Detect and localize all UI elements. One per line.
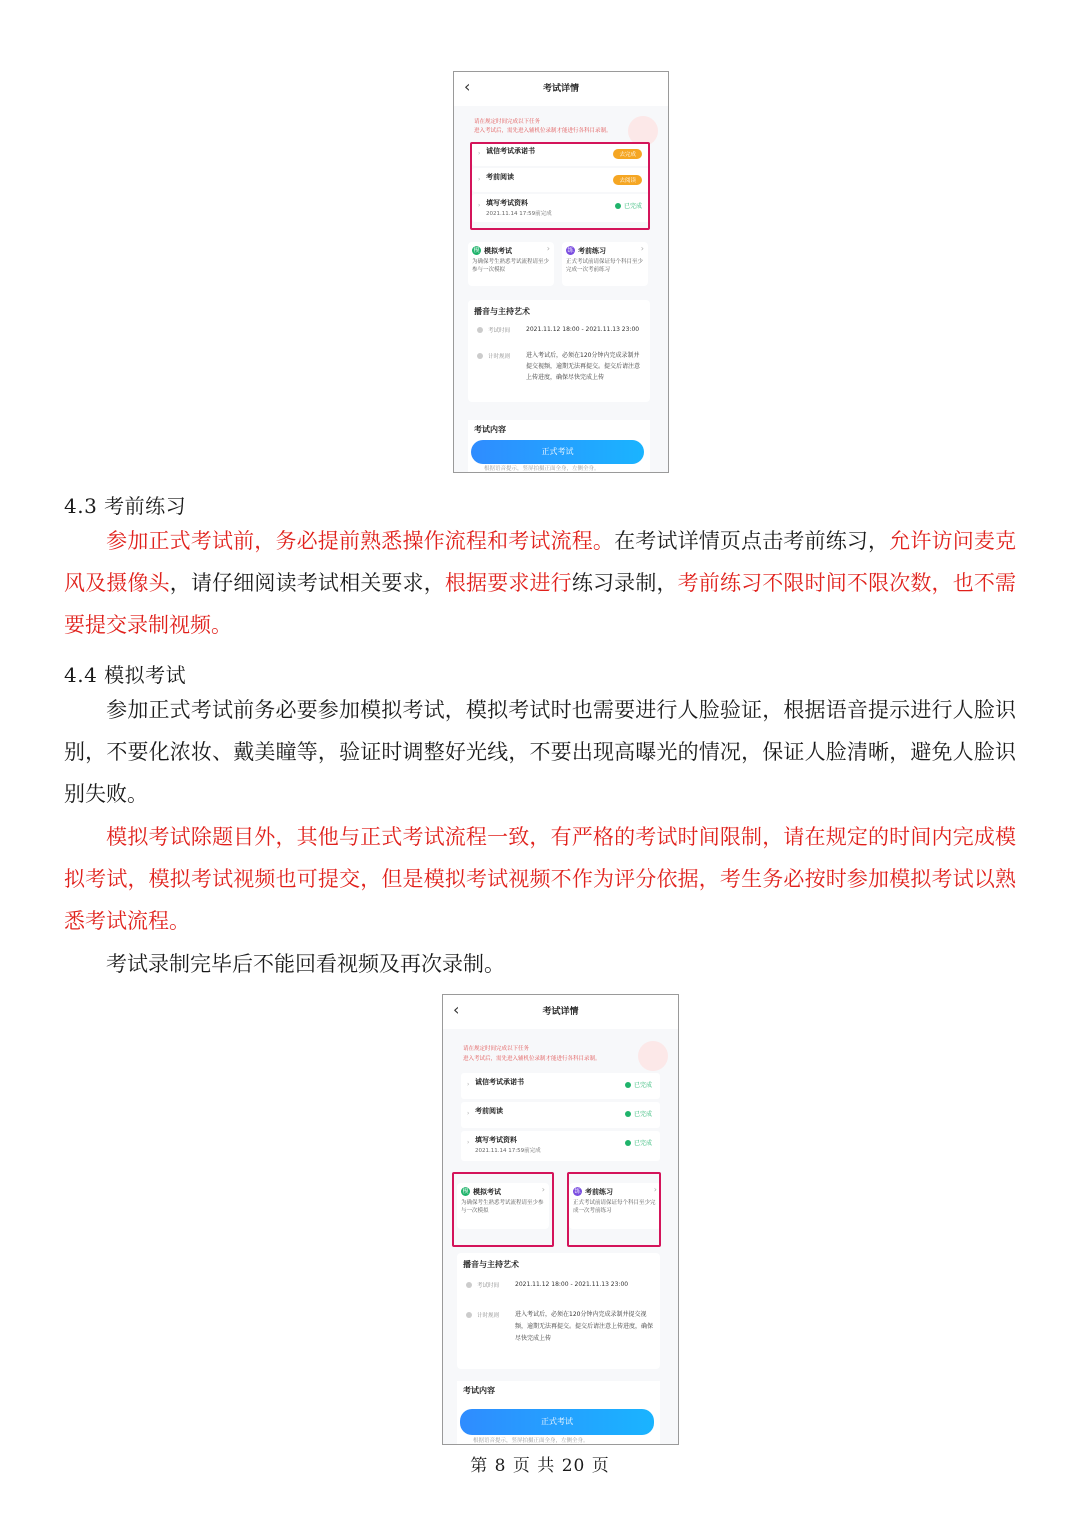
- paragraph-4-4-3: [64, 943, 1016, 985]
- card-title: 模拟考试: [473, 1188, 501, 1196]
- text-red: 参加正式考试前，务必提前熟悉操作流程和考试流程。: [106, 529, 615, 553]
- status-badge: 已完成: [625, 1138, 652, 1147]
- exam-info-card: [468, 300, 650, 402]
- status-badge: 已完成: [615, 201, 642, 210]
- page-number: 第 8 页 共 20 页: [470, 1456, 610, 1476]
- phone-screenshot-1: [453, 71, 669, 473]
- phone-header: [443, 995, 678, 1029]
- phone-title: 考试详情: [542, 84, 579, 94]
- phone-title: 考试详情: [542, 1007, 579, 1017]
- text: ，请仔细阅读考试相关要求，: [169, 571, 445, 595]
- card-desc: 为确保考生熟悉考试流程请至少参与一次模拟: [472, 259, 550, 273]
- back-chevron-icon[interactable]: ‹: [453, 1000, 460, 1019]
- status-badge: 已完成: [625, 1109, 652, 1118]
- card-desc: 正式考试前请保证每个科目至少完成一次考前练习: [573, 1200, 656, 1214]
- rule-value: 进入考试后，必须在120分钟内完成录制并提交视频，逾期无法再提交。提交后请注意上传进度，确保尽快完成上传: [526, 352, 641, 381]
- rule-value: 进入考试后，必须在120分钟内完成录制并提交视频，逾期无法再提交。提交后请注意上传进度，确保尽快完成上传: [515, 1311, 654, 1342]
- card-practice[interactable]: [562, 242, 648, 286]
- task-name: 填写考试资料: [486, 199, 528, 207]
- practice-icon: 练: [574, 1188, 581, 1195]
- time-value: 2021.11.12 18:00 - 2021.11.13 23:00: [526, 326, 640, 333]
- status-badge[interactable]: 去阅读: [613, 175, 642, 185]
- subject-title: 播音与主持艺术: [463, 1260, 519, 1269]
- task-name: 填写考试资料: [475, 1136, 517, 1144]
- bottom-note: 根据语音提示，竖屏拍摄正面全身，左侧全身。: [484, 466, 600, 472]
- text: 考试录制完毕后不能回看视频及再次录制。: [106, 952, 505, 976]
- bottom-note: 根据语音提示，竖屏拍摄正面全身，左侧全身。: [473, 1438, 589, 1444]
- phone-header: [454, 72, 668, 106]
- mock-exam-icon: 模: [462, 1188, 469, 1195]
- highlight-box-tasks: [470, 142, 650, 230]
- task-reading[interactable]: [461, 1102, 660, 1128]
- task-deadline: 2021.11.14 17:59前完成: [475, 1148, 541, 1154]
- paragraph-4-4-2: [64, 816, 1016, 942]
- start-exam-button[interactable]: 正式考试: [460, 1409, 654, 1435]
- text-red: 考前练习不限时间不限次数，也不需要提交录制视频。: [64, 571, 1017, 637]
- chevron-right-icon: ›: [653, 1185, 657, 1194]
- rule-label: 计时规则: [477, 1313, 500, 1319]
- heading-4-4: 4.4 模拟考试: [64, 663, 187, 687]
- card-mock-exam[interactable]: [468, 242, 554, 286]
- task-pledge[interactable]: [461, 1073, 660, 1099]
- highlight-box-practice: [567, 1172, 661, 1247]
- time-value: 2021.11.12 18:00 - 2021.11.13 23:00: [515, 1281, 629, 1288]
- phone-screenshot-2: [442, 994, 679, 1445]
- task-info[interactable]: [461, 1131, 660, 1161]
- text: 参加正式考试前务必要参加模拟考试，模拟考试时也需要进行人脸验证，根据语音提示进行人脸识别，不要化浓妆、戴美瞳等，验证时调整好光线，不要出现高曝光的情况，保证人脸清晰，避免人脸识别失败。: [64, 698, 1016, 806]
- decorative-blob: [638, 1041, 668, 1071]
- task-name: 考前阅读: [475, 1107, 503, 1115]
- card-desc: 正式考试前请保证每个科目至少完成一次考前练习: [566, 259, 644, 273]
- bullet-icon: ›: [478, 202, 481, 209]
- bullet-icon: ›: [467, 1110, 470, 1117]
- content-title: 考试内容: [474, 425, 506, 434]
- bullet-icon: ›: [467, 1081, 470, 1088]
- text: 在考试详情页点击考前练习，: [614, 529, 890, 553]
- bullet-icon: ›: [478, 176, 481, 183]
- chevron-right-icon: ›: [640, 244, 644, 253]
- tip-line-1: 请在规定时间完成以下任务: [463, 1046, 530, 1052]
- exam-info-card: [457, 1253, 660, 1369]
- card-desc: 为确保考生熟悉考试流程请至少参与一次模拟: [461, 1200, 544, 1214]
- mock-exam-icon: 模: [473, 247, 480, 254]
- card-title: 模拟考试: [484, 247, 512, 255]
- text-red: 根据要求进行: [444, 571, 572, 595]
- status-badge: 已完成: [625, 1080, 652, 1089]
- tip-line-2: 进入考试后，需先进入辅机位录制才能进行各科目录制。: [463, 1056, 601, 1062]
- content-title: 考试内容: [463, 1386, 495, 1395]
- card-title: 考前练习: [585, 1188, 613, 1196]
- task-name: 考前阅读: [486, 173, 514, 181]
- card-title: 考前练习: [578, 247, 606, 255]
- highlight-box-mock: [452, 1172, 554, 1247]
- task-name: 诚信考试承诺书: [486, 147, 535, 155]
- text-red: 模拟考试除题目外，其他与正式考试流程一致，有严格的考试时间限制，请在规定的时间内完成模拟考试，模拟考试视频也可提交，但是模拟考试视频不作为评分依据，考生务必按时参加模拟考试以熟悉考试流程。: [64, 825, 1016, 933]
- start-exam-button[interactable]: 正式考试: [471, 440, 644, 464]
- subject-title: 播音与主持艺术: [474, 307, 530, 316]
- practice-icon: 练: [567, 247, 574, 254]
- paragraph-4-4-1: [64, 689, 1016, 815]
- back-chevron-icon[interactable]: ‹: [464, 77, 471, 96]
- bullet-icon: ›: [467, 1139, 470, 1146]
- bullet-icon: ›: [478, 150, 481, 157]
- heading-4-3: 4.3 考前练习: [64, 494, 187, 518]
- tip-line-1: 请在规定时间完成以下任务: [474, 119, 541, 125]
- rule-label: 计时规则: [488, 354, 511, 360]
- tip-line-2: 进入考试后，需先进入辅机位录制才能进行各科目录制。: [474, 128, 612, 134]
- paragraph-4-3: [64, 520, 1016, 646]
- time-label: 考试时间: [488, 328, 511, 334]
- chevron-right-icon: ›: [546, 244, 550, 253]
- status-badge[interactable]: 去完成: [613, 149, 642, 159]
- text-red: 允许访问麦克风及摄像头: [64, 529, 1017, 595]
- chevron-right-icon: ›: [541, 1185, 545, 1194]
- task-deadline: 2021.11.14 17:59前完成: [486, 211, 552, 217]
- task-name: 诚信考试承诺书: [475, 1078, 524, 1086]
- time-label: 考试时间: [477, 1283, 500, 1289]
- text: 练习录制，: [571, 571, 678, 595]
